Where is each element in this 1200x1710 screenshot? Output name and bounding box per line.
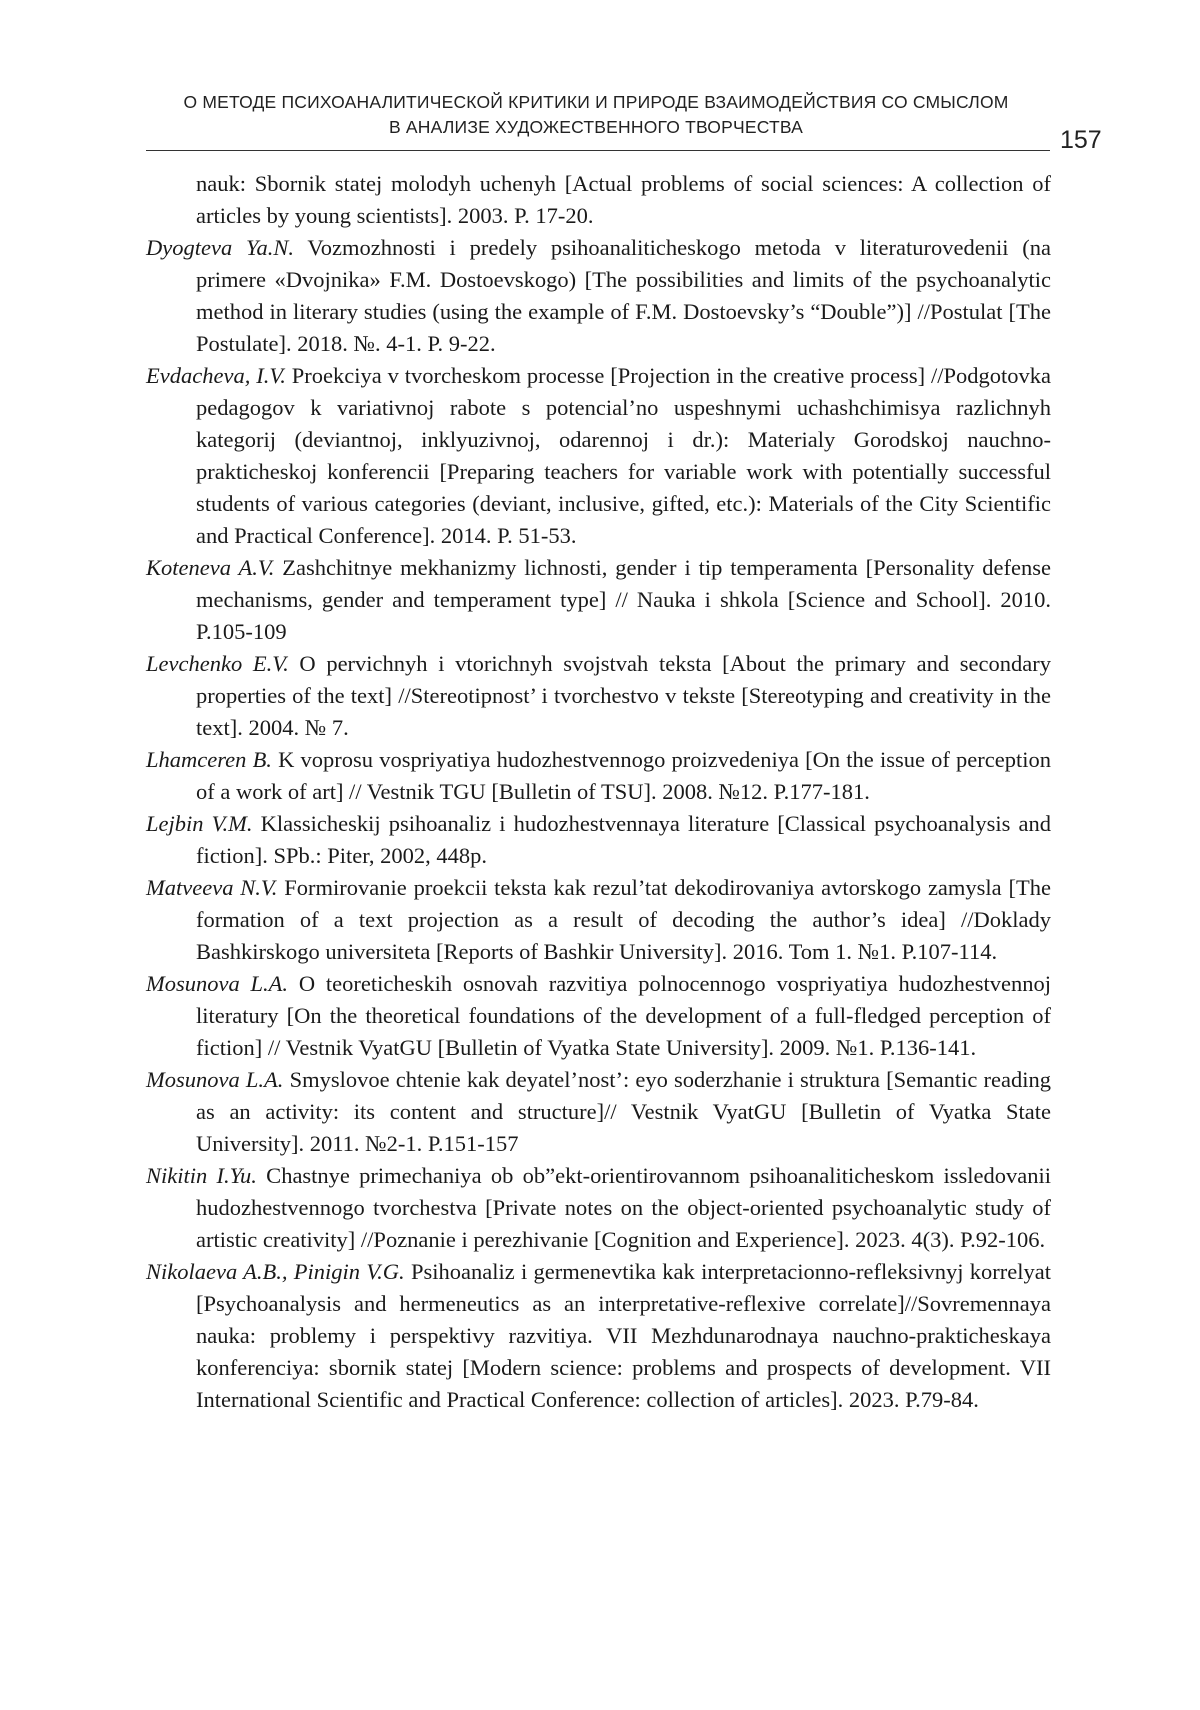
reference-text: Vozmozhnosti i predely psihoanaliticheskogo metoda v literaturovedenii (na primere «Dvojnika» F.M. Dostoevskogo) [The possibilities and limits of the psychoanalytic method in literary studies (using the example of F.M. Dostoevsky’s “Double”)] //Postulat [The Postulate]. 2018. №. 4-1. P. 9-22. — [196, 235, 1051, 356]
reference-entry — [146, 808, 1051, 872]
reference-text: Formirovanie proekcii teksta kak rezul’tat dekodirovaniya avtorskogo zamysla [The formation of a text projection as a result of decoding the author’s idea] //Doklady Bashkirskogo universiteta [Reports of Bashkir University]. 2016. Tom 1. №1. P.107-114. — [196, 875, 1051, 964]
reference-continuation: nauk: Sbornik statej molodyh uchenyh [Actual problems of social sciences: A collection of articles by young scientists]. 2003. P. 17-20. — [196, 171, 1051, 228]
reference-entry — [146, 1064, 1051, 1160]
reference-entry — [146, 360, 1051, 552]
reference-entry — [146, 744, 1051, 808]
running-header — [146, 90, 1046, 140]
reference-entry — [146, 1256, 1051, 1416]
reference-entry — [146, 1160, 1051, 1256]
reference-author: Nikolaeva A.B., Pinigin V.G. — [146, 1259, 405, 1284]
reference-text: Klassicheskij psihoanaliz i hudozhestvennaya literature [Classical psychoanalysis and fiction]. SPb.: Piter, 2002, 448p. — [196, 811, 1051, 868]
reference-entry — [146, 232, 1051, 360]
reference-text: O pervichnyh i vtorichnyh svojstvah teksta [About the primary and secondary properties of the text] //Stereotipnost’ i tvorchestvo v tekste [Stereotyping and creativity in the text]. 2004. № 7. — [196, 651, 1051, 740]
page-number: 157 — [1060, 126, 1102, 154]
reference-entry — [146, 968, 1051, 1064]
reference-author: Mosunova L.A. — [146, 1067, 284, 1092]
running-header-line-1: О МЕТОДЕ ПСИХОАНАЛИТИЧЕСКОЙ КРИТИКИ И ПРИРОДЕ ВЗАИМОДЕЙСТВИЯ СО СМЫСЛОМ — [183, 92, 1009, 112]
running-header-line-2: В АНАЛИЗЕ ХУДОЖЕСТВЕННОГО ТВОРЧЕСТВА — [388, 117, 804, 137]
header-rule — [146, 150, 1050, 151]
reference-author: Koteneva A.V. — [146, 555, 275, 580]
reference-text: Proekciya v tvorcheskom processe [Projection in the creative process] //Podgotovka pedagogov k variativnoj rabote s potencial’no uspeshnymi uchashchimisya razlichnyh kategorij (deviantnoj, inklyuzivnoj, odarennoj i dr.): Materialy Gorodskoj nauchno-prakticheskoj konferencii [Preparing teachers for variable work with potentially successful students of various categories (deviant, inclusive, gifted, etc.): Materials of the City Scientific and Practical Conference]. 2014. P. 51-53. — [196, 363, 1051, 548]
reference-entry — [146, 648, 1051, 744]
reference-author: Evdacheva, I.V. — [146, 363, 286, 388]
reference-author: Lejbin V.M. — [146, 811, 253, 836]
reference-author: Levchenko E.V. — [146, 651, 289, 676]
reference-author: Nikitin I.Yu. — [146, 1163, 257, 1188]
reference-text: K voprosu vospriyatiya hudozhestvennogo proizvedeniya [On the issue of perception of a work of art] // Vestnik TGU [Bulletin of TSU]. 2008. №12. P.177-181. — [196, 747, 1051, 804]
reference-entry — [146, 872, 1051, 968]
reference-author: Mosunova L.A. — [146, 971, 289, 996]
reference-text: O teoreticheskih osnovah razvitiya polnocennogo vospriyatiya hudozhestvennoj literatury [On the theoretical foundations of the development of a full-fledged perception of fiction] // Vestnik VyatGU [Bulletin of Vyatka State University]. 2009. №1. P.136-141. — [196, 971, 1051, 1060]
reference-entry — [146, 552, 1051, 648]
reference-text: Psihoanaliz i germenevtika kak interpretacionno-refleksivnyj korrelyat [Psychoanalysis and hermeneutics as an interpretative-reflexive correlate]//Sovremennaya nauka: problemy i perspektivy razvitiya. VII Mezhdunarodnaya nauchno-prakticheskaya konferenciya: sbornik statej [Modern science: problems and prospects of development. VII International Scientific and Practical Conference: collection of articles]. 2023. P.79-84. — [196, 1259, 1051, 1412]
reference-text: Chastnye primechaniya ob ob”ekt-orientirovannom psihoanaliticheskom issledovanii hudozhestvennogo tvorchestva [Private notes on the object-oriented psychoanalytic study of artistic creativity] //Poznanie i perezhivanie [Cognition and Experience]. 2023. 4(3). P.92-106. — [196, 1163, 1051, 1252]
reference-author: Matveeva N.V. — [146, 875, 278, 900]
reference-author: Dyogteva Ya.N. — [146, 235, 294, 260]
reference-text: Zashchitnye mekhanizmy lichnosti, gender i tip temperamenta [Personality defense mechanisms, gender and temperament type] // Nauka i shkola [Science and School]. 2010. P.105-109 — [196, 555, 1051, 644]
reference-list — [146, 168, 1051, 1416]
reference-text: Smyslovoe chtenie kak deyatel’nost’: eyo soderzhanie i struktura [Semantic reading as an activity: its content and structure]// Vestnik VyatGU [Bulletin of Vyatka State University]. 2011. №2-1. P.151-157 — [196, 1067, 1051, 1156]
reference-author: Lhamceren B. — [146, 747, 272, 772]
